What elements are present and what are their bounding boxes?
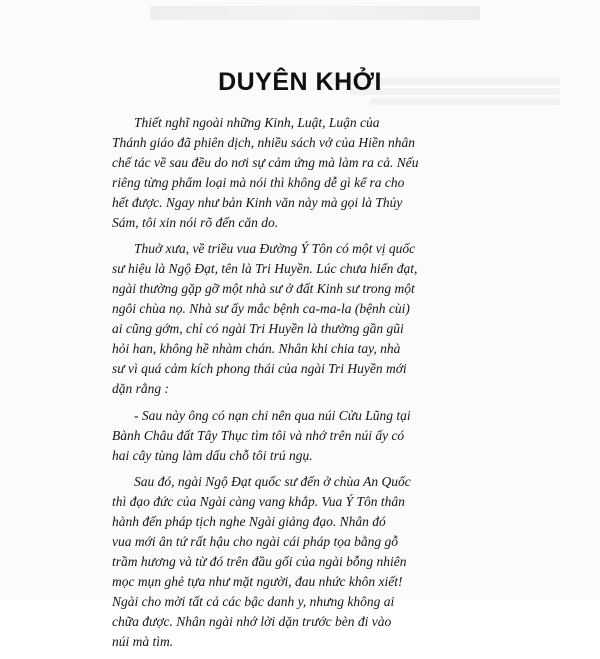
text-line: sư hiệu là Ngộ Đạt, tên là Tri Huyền. Lúc chưa hiển đạt, — [112, 261, 418, 277]
text-line: hết được. Ngay như bản Kinh văn này mà gọi là Thủy — [112, 194, 403, 210]
paragraph-4 — [112, 472, 490, 651]
paragraph-3 — [112, 406, 490, 466]
text-line: hỏi han, không hề nhàm chán. Nhân khi chia tay, nhà — [112, 340, 401, 356]
bleed-through-header — [150, 6, 480, 20]
text-line: Thánh giáo đã phiên dịch, nhiều sách vở của Hiền nhân — [112, 134, 416, 150]
text-line: Thuở xưa, về triều vua Đường Ý Tôn có một vị quốc — [134, 241, 416, 257]
text-line: Sám, tôi xin nói rõ đến căn do. — [112, 214, 279, 230]
text-line: hai cây tùng làm dấu chỗ tôi trú ngụ. — [112, 447, 313, 463]
text-line: mọc mụn ghẻ tựa như mặt người, đau nhức khôn xiết! — [112, 573, 403, 589]
text-line: thì đạo đức của Ngài càng vang khắp. Vua Ý Tôn thân — [112, 494, 405, 510]
body-text — [112, 113, 490, 659]
text-line: Thiết nghĩ ngoài những Kinh, Luật, Luận của — [134, 115, 380, 130]
text-line: ngài thường gặp gỡ một nhà sư ở đất Kinh sư trong một — [112, 281, 415, 297]
text-line: hành đến pháp tịch nghe Ngài giảng đạo. Nhân đó — [112, 514, 386, 530]
paragraph-2 — [112, 239, 490, 398]
text-line: - Sau này ông có nạn chi nên qua núi Cửu Lũng tại — [134, 407, 411, 423]
text-line: Sau đó, ngài Ngộ Đạt quốc sư đến ở chùa An Quốc — [134, 474, 411, 490]
paragraph-1 — [112, 113, 490, 232]
text-line: chữa được. Nhân ngài nhớ lời dặn trước bèn đi vào — [112, 613, 392, 629]
text-line: chế tác về sau đều do nơi sự cảm ứng mà làm ra cả. Nếu — [112, 154, 419, 170]
text-line: trầm hương và từ đó trên đầu gối của ngài bỗng nhiên — [112, 554, 407, 570]
text-line: vua mới ân tứ rất hậu cho ngài cái pháp tọa bằng gỗ — [112, 534, 399, 550]
text-line: ngôi chùa nọ. Nhà sư ấy mắc bệnh ca-ma-la (bệnh cùi) — [112, 301, 410, 317]
text-line: Bành Châu đất Tây Thục tìm tôi và nhớ trên núi ấy có — [112, 427, 405, 443]
text-line: sư vì quá cảm kích phong thái của ngài Tri Huyền mới — [112, 360, 407, 376]
text-line: riêng từng phẩm loại mà nói thì không dễ gì kể ra cho — [112, 174, 405, 190]
text-line: Ngài cho mời tất cả các bậc danh y, nhưng không ai — [112, 593, 395, 609]
text-line: núi mà tìm. — [112, 633, 174, 649]
bleed-through-line — [370, 98, 560, 105]
text-line: ai cũng gớm, chỉ có ngài Tri Huyền là thường gần gũi — [112, 321, 404, 337]
chapter-title: DUYÊN KHỞI — [218, 68, 382, 96]
text-line: dặn rằng : — [112, 380, 169, 396]
